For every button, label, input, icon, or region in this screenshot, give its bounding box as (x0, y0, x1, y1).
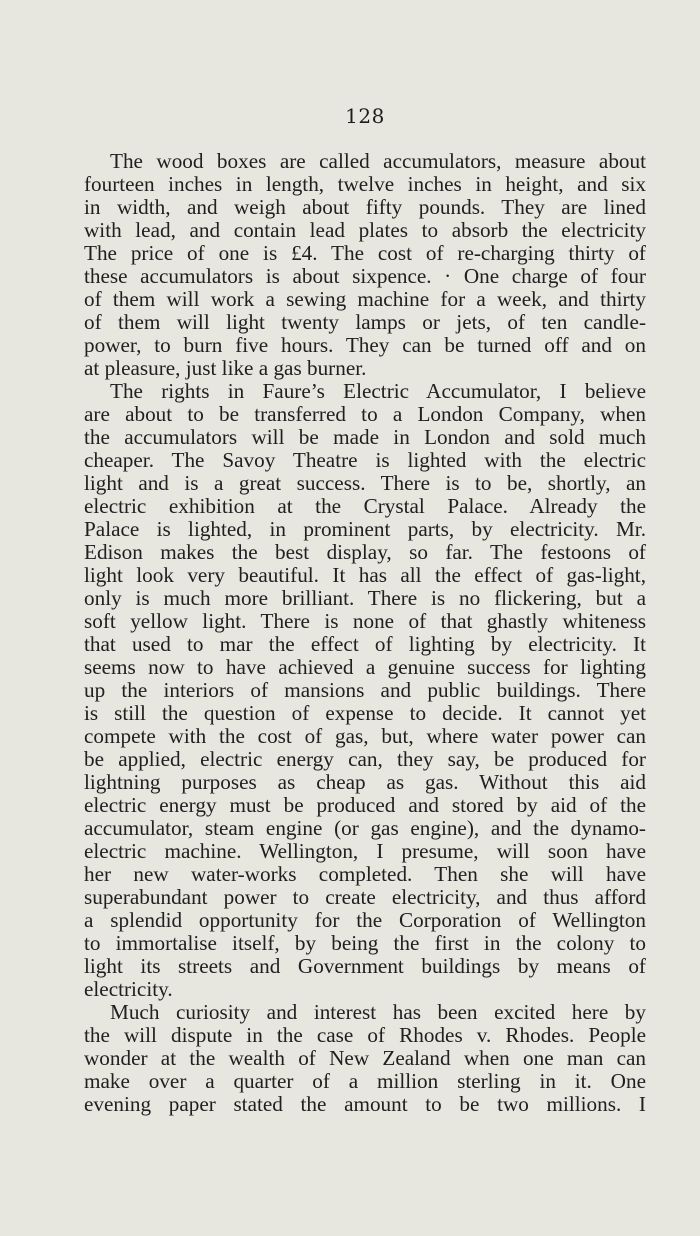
text-line: at pleasure, just like a gas burner. (84, 356, 367, 380)
text-line: are about to be transferred to a London Company, when (84, 402, 646, 426)
text-line: a splendid opportunity for the Corporation of Wellington (84, 908, 646, 932)
text-line: the accumulators will be made in London and sold much (84, 425, 646, 449)
text-line: The rights in Faure’s Electric Accumulator, I believe (110, 379, 646, 403)
text-line: light its streets and Government buildings by means of (84, 954, 646, 978)
text-line: in width, and weigh about fifty pounds. They are lined (84, 195, 646, 219)
text-line: lightning purposes as cheap as gas. Without this aid (84, 770, 646, 794)
text-line: with lead, and contain lead plates to absorb the electricity (84, 218, 646, 242)
text-line: wonder at the wealth of New Zealand when one man can (84, 1046, 646, 1070)
text-line: electricity. (84, 977, 173, 1001)
text-line: soft yellow light. There is none of that ghastly whiteness (84, 609, 646, 633)
text-line: compete with the cost of gas, but, where water power can (84, 724, 646, 748)
paragraph (84, 150, 646, 380)
text-line: light look very beautiful. It has all the effect of gas-light, (84, 563, 646, 587)
text-line: that used to mar the effect of lighting by electricity. It (84, 632, 646, 656)
text-line: evening paper stated the amount to be two millions. I (84, 1092, 646, 1116)
text-line: of them will light twenty lamps or jets, of ten candle- (84, 310, 646, 334)
text-line: The price of one is £4. The cost of re-charging thirty of (84, 241, 646, 265)
paragraph (84, 380, 646, 1001)
text-line: be applied, electric energy can, they say, be produced for (84, 747, 646, 771)
body-text (84, 150, 646, 1116)
page-number: 128 (345, 104, 385, 128)
text-line: the will dispute in the case of Rhodes v. Rhodes. People (84, 1023, 646, 1047)
text-line: The wood boxes are called accumulators, measure about (110, 149, 646, 173)
text-line: up the interiors of mansions and public buildings. There (84, 678, 646, 702)
text-line: of them will work a sewing machine for a week, and thirty (84, 287, 646, 311)
text-line: to immortalise itself, by being the first in the colony to (84, 931, 646, 955)
text-line: cheaper. The Savoy Theatre is lighted with the electric (84, 448, 646, 472)
paragraph (84, 1001, 646, 1116)
text-line: make over a quarter of a million sterling in it. One (84, 1069, 646, 1093)
text-line: light and is a great success. There is to be, shortly, an (84, 471, 646, 495)
text-line: Much curiosity and interest has been excited here by (110, 1000, 646, 1024)
text-line: electric energy must be produced and stored by aid of the (84, 793, 646, 817)
text-line: Palace is lighted, in prominent parts, by electricity. Mr. (84, 517, 646, 541)
text-line: fourteen inches in length, twelve inches in height, and six (84, 172, 646, 196)
text-line: is still the question of expense to decide. It cannot yet (84, 701, 646, 725)
text-line: electric exhibition at the Crystal Palace. Already the (84, 494, 646, 518)
text-line: only is much more brilliant. There is no flickering, but a (84, 586, 646, 610)
text-line: accumulator, steam engine (or gas engine), and the dynamo- (84, 816, 646, 840)
text-line: Edison makes the best display, so far. The festoons of (84, 540, 646, 564)
text-line: superabundant power to create electricity, and thus afford (84, 885, 646, 909)
text-line: seems now to have achieved a genuine success for lighting (84, 655, 646, 679)
text-line: these accumulators is about sixpence. · One charge of four (84, 264, 646, 288)
text-line: power, to burn five hours. They can be turned off and on (84, 333, 646, 357)
text-line: electric machine. Wellington, I presume, will soon have (84, 839, 646, 863)
text-line: her new water-works completed. Then she will have (84, 862, 646, 886)
